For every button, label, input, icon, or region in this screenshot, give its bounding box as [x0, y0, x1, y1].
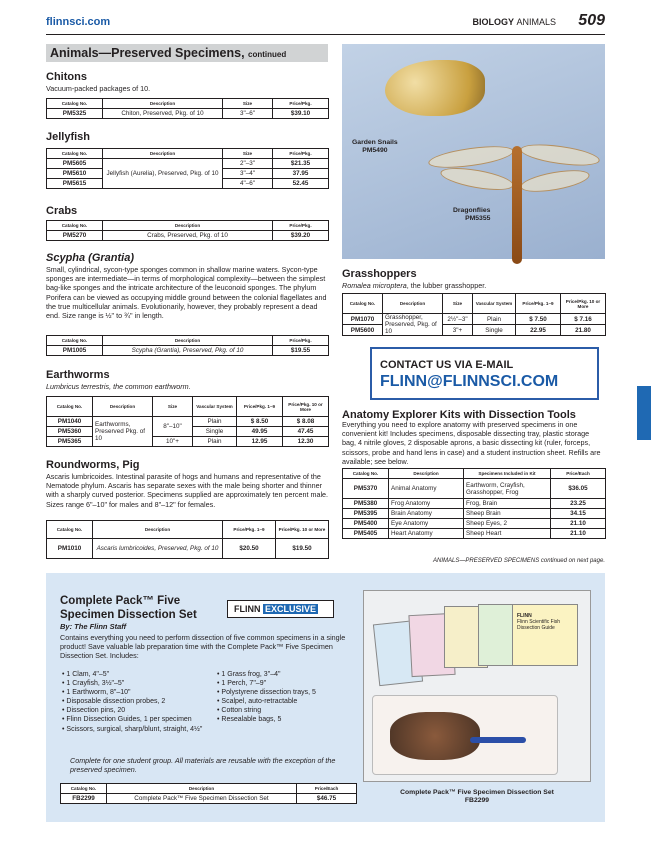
flinn-exclusive-badge: FLINN EXCLUSIVE [227, 600, 334, 618]
table-row: PM1010 Ascaris lumbricoides, Preserved, Pkg. of 10 $20.50 $19.50 [47, 539, 329, 559]
complete-pack-list-left [62, 670, 232, 734]
page-number: 509 [578, 12, 605, 29]
table-row: PM5405 Heart Anatomy Sheep Heart 21.10 [343, 529, 606, 539]
earthworms-desc: Lumbricus terrestris, the common earthworm. [46, 382, 191, 391]
list-item: • 1 Grass frog, 3"–4" [217, 670, 357, 679]
section-label: BIOLOGY ANIMALS [472, 17, 556, 27]
snail-image [385, 60, 485, 116]
site-url: flinnsci.com [46, 16, 111, 28]
chitons-table: Catalog No. Description Size Price/Pkg. PM5325 Chiton, Preserved, Pkg. of 10 3"–6" $39.10 [46, 98, 329, 119]
crabs-heading: Crabs [46, 205, 78, 217]
table-row: PM5615 4"–6" 52.45 [47, 179, 329, 189]
roundworms-table: Catalog No. Description Price/Pkg. 1–9 Price/Pkg. 10 or More PM1010 Ascaris lumbricoides, Preserved, Pkg. of 10 $20.50 $19.50 [46, 520, 329, 559]
header-rule [46, 34, 605, 35]
scypha-desc: Small, cylindrical, sycon-type sponges common in shallow marine waters. Sycon-type sponges are intermediate—in terms of morphological complexity—between the simplest bag-like sponges and the intricate architecture of the leuconoid sponges. The phylum Porifera can be viewed as occupying middle ground between the colonial flagellates and the true multicellular animals. Evolutionarily, however, they probably represent a dead end. Size range is ½" to ¾" in length. [46, 265, 327, 321]
earthworms-table: Catalog No. Description Size Vascular System Price/Pkg. 1–9 Price/Pkg. 10 or More PM1040 Earthworms, Preserved Pkg. of 10 8"–10" Plain $ 8.50 $ 8.08 PM5360 Single 49.95 47.45 PM5365 10"+ Plain 12.95 12.30 [46, 396, 329, 447]
complete-pack-list-right [217, 670, 357, 725]
grasshoppers-table: Catalog No. Description Size Vascular System Price/Pkg. 1–9 Price/Pkg. 10 or More PM1070 Grasshopper, Preserved, Pkg. of 10 2½"–3" Plain $ 7.50 $ 7.16 PM5600 3"+ Single 22.95 21.80 [342, 293, 606, 336]
table-row: PM5370 Animal Anatomy Earthworm, Crayfish, Grasshopper, Frog $36.05 [343, 479, 606, 499]
table-row: PM5605 Jellyfish (Aurelia), Preserved, Pkg. of 10 2"–3" $21.35 [47, 159, 329, 169]
anatomy-table: Catalog No. Description Specimens Included in Kit Price/Each PM5370 Animal Anatomy Earthworm, Crayfish, Grasshopper, Frog $36.05 PM5380 Frog Anatomy Frog, Brain 23.25 PM5395 Brain Anatomy Sheep Brain 34.15 PM5400 Eye Anatomy Sheep Eyes, 2 21.10 PM5405 Heart Anatomy Sheep Heart 21.10 [342, 468, 606, 539]
complete-pack-caption: Complete Pack™ Five Specimen Dissection Set FB2299 [400, 789, 554, 804]
specimen-image [390, 712, 480, 760]
list-item: • Scalpel, auto-retractable [217, 697, 357, 706]
table-row: PM5325 Chiton, Preserved, Pkg. of 10 3"–6" $39.10 [47, 109, 329, 119]
page-edge-tab [637, 386, 651, 440]
table-row: PM1070 Grasshopper, Preserved, Pkg. of 10 2½"–3" Plain $ 7.50 $ 7.16 [343, 314, 606, 325]
scypha-heading: Scypha (Grantia) [46, 252, 135, 264]
table-row: PM5600 3"+ Single 22.95 21.80 [343, 325, 606, 336]
table-row: PM5360 Single 49.95 47.45 [47, 427, 329, 437]
table-row: PM5270 Crabs, Preserved, Pkg. of 10 $39.20 [47, 231, 329, 241]
snail-caption: Garden Snails PM5490 [352, 139, 398, 154]
roundworms-desc: Ascaris lumbricoides. Intestinal parasite of hogs and humans and representative of the Nematode phylum. Ascaris has separate sexes with the male being shorter and thinner with a sharply curved posterior. Specimens supplied are approximately ten percent male. Sizes range 6"–10" for males and 8"–12" for females. [46, 472, 329, 509]
anatomy-heading: Anatomy Explorer Kits with Dissection Tools [342, 409, 576, 421]
list-item: • Scissors, surgical, sharp/blunt, straight, 4½" [62, 725, 232, 734]
contact-heading: CONTACT US VIA E-MAIL [380, 359, 514, 371]
table-row: FB2299 Complete Pack™ Five Specimen Dissection Set $46.75 [61, 794, 357, 804]
complete-pack-table: Catalog No. Description Price/Each FB2299 Complete Pack™ Five Specimen Dissection Set $46.75 [60, 783, 357, 804]
list-item: • Polystyrene dissection trays, 5 [217, 688, 357, 697]
grasshoppers-desc: Romalea microptera, the lubber grasshopper. [342, 281, 487, 290]
list-item: • 1 Crayfish, 3½"–5" [62, 679, 232, 688]
crabs-table: Catalog No. Description Price/Pkg. PM5270 Crabs, Preserved, Pkg. of 10 $39.20 [46, 220, 329, 241]
dragonfly-image [512, 146, 522, 264]
list-item: • Dissection pins, 20 [62, 706, 232, 715]
dragonfly-caption: Dragonflies PM5355 [453, 207, 491, 222]
scalpel-image [470, 737, 526, 743]
table-row: PM5610 3"–4" 37.95 [47, 169, 329, 179]
table-row: PM5400 Eye Anatomy Sheep Eyes, 2 21.10 [343, 519, 606, 529]
table-row: PM1040 Earthworms, Preserved Pkg. of 10 8"–10" Plain $ 8.50 $ 8.08 [47, 417, 329, 427]
jellyfish-heading: Jellyfish [46, 131, 91, 143]
list-item: • Flinn Dissection Guides, 1 per specimen [62, 715, 232, 724]
list-item: • Cotton string [217, 706, 357, 715]
grasshoppers-heading: Grasshoppers [342, 268, 417, 280]
table-row: PM5395 Brain Anatomy Sheep Brain 34.15 [343, 509, 606, 519]
table-row: PM1005 Scypha (Grantia), Preserved, Pkg. of 10 $19.55 [47, 346, 329, 356]
chitons-desc: Vacuum-packed packages of 10. [46, 84, 151, 93]
continued-note: ANIMALS—PRESERVED SPECIMENS continued on next page. [433, 558, 605, 564]
list-item: • Resealable bags, 5 [217, 715, 357, 724]
complete-pack-note: Complete for one student group. All materials are reusable with the exception of the preserved specimen. [70, 756, 336, 775]
anatomy-desc: Everything you need to explore anatomy with preserved specimens in one convenient kit! Includes specimens, disposable dissecting tray, plastic storage bag, 4 nitrile gloves, 2 disposable aprons, a basic dissecting kit (ruler, forceps, scissors, probe and hand lens in case) and a student instruction sheet. Refills are available; see below. [342, 420, 601, 466]
list-item: • 1 Clam, 4"–5" [62, 670, 232, 679]
contact-email-link[interactable]: FLINN@FLINNSCI.COM [380, 373, 559, 390]
chitons-heading: Chitons [46, 71, 87, 83]
complete-pack-desc: Contains everything you need to perform dissection of five common specimens in a single product! Save valuable lab preparation time with the Complete Pack™ Five Specimen Dissection Set. Includes: [60, 633, 346, 661]
fish-guide-booklet: FLINN Flinn Scientific Fish Dissection Guide [512, 604, 578, 666]
complete-pack-author: By: The Flinn Staff [60, 622, 127, 631]
complete-pack-title: Complete Pack™ Five Specimen Dissection Set [60, 595, 197, 621]
scypha-table: Catalog No. Description Price/Pkg. PM1005 Scypha (Grantia), Preserved, Pkg. of 10 $19.55 [46, 335, 329, 356]
list-item: • 1 Perch, 7"–9" [217, 679, 357, 688]
section-banner: Animals—Preserved Specimens, continued [46, 44, 328, 62]
earthworms-heading: Earthworms [46, 369, 110, 381]
roundworms-heading: Roundworms, Pig [46, 459, 140, 471]
list-item: • 1 Earthworm, 8"–10" [62, 688, 232, 697]
jellyfish-table: Catalog No. Description Size Price/Pkg. PM5605 Jellyfish (Aurelia), Preserved, Pkg. of 10 2"–3" $21.35 PM5610 3"–4" 37.95 PM5615 4"–6" 52.45 [46, 148, 329, 189]
table-row: PM5365 10"+ Plain 12.95 12.30 [47, 437, 329, 447]
table-row: PM5380 Frog Anatomy Frog, Brain 23.25 [343, 499, 606, 509]
list-item: • Disposable dissection probes, 2 [62, 697, 232, 706]
